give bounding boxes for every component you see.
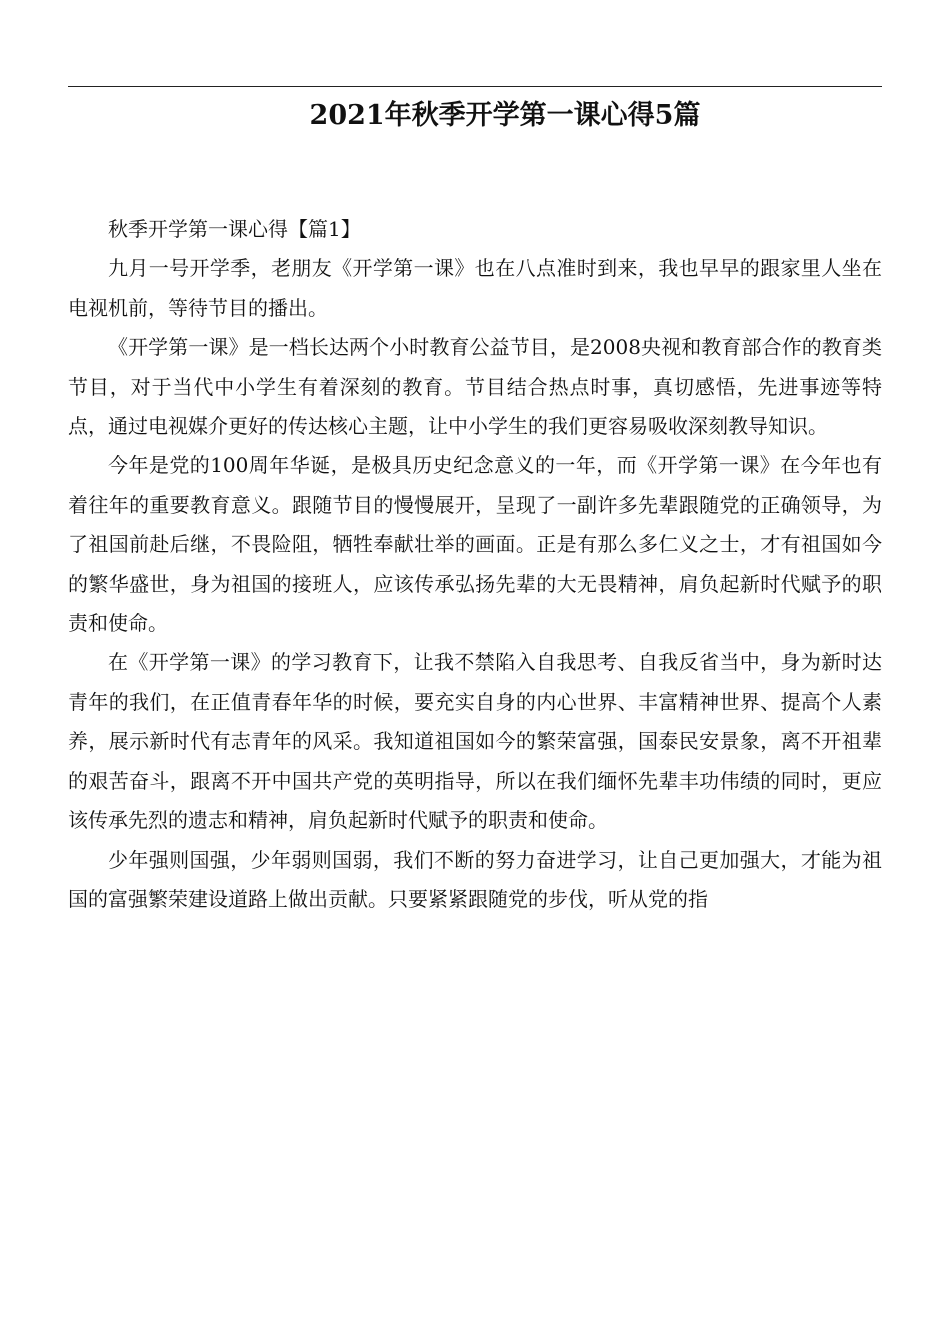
paragraph: 九月一号开学季，老朋友《开学第一课》也在八点准时到来，我也早早的跟家里人坐在电视机前，等待节目的播出。	[68, 256, 882, 320]
document-body	[68, 210, 882, 919]
section-heading: 秋季开学第一课心得【篇1】	[108, 217, 361, 241]
paragraph: 《开学第一课》是一档长达两个小时教育公益节目，是2008央视和教育部合作的教育类节目，对于当代中小学生有着深刻的教育。节目结合热点时事，真切感悟，先进事迹等特点，通过电视媒介更好的传达核心主题，让中小学生的我们更容易吸收深刻教导知识。	[68, 335, 882, 439]
paragraph: 在《开学第一课》的学习教育下，让我不禁陷入自我思考、自我反省当中，身为新时达青年的我们，在正值青春年华的时候，要充实自身的内心世界、丰富精神世界、提高个人素养，展示新时代有志青年的风采。我知道祖国如今的繁荣富强，国泰民安景象，离不开祖辈的艰苦奋斗，跟离不开中国共产党的英明指导，所以在我们缅怀先辈丰功伟绩的同时，更应该传承先烈的遗志和精神，肩负起新时代赋予的职责和使命。	[68, 650, 882, 833]
document-title: 2021年秋季开学第一课心得5篇	[309, 100, 701, 131]
header-rule	[68, 86, 882, 87]
paragraph: 少年强则国强，少年弱则国弱，我们不断的努力奋进学习，让自己更加强大，才能为祖国的富强繁荣建设道路上做出贡献。只要紧紧跟随党的步伐，听从党的指	[68, 847, 882, 911]
paragraph: 今年是党的100周年华诞，是极具历史纪念意义的一年，而《开学第一课》在今年也有着往年的重要教育意义。跟随节目的慢慢展开，呈现了一副许多先辈跟随党的正确领导，为了祖国前赴后继，不畏险阻，牺牲奉献壮举的画面。正是有那么多仁义之士，才有祖国如今的繁华盛世，身为祖国的接班人，应该传承弘扬先辈的大无畏精神，肩负起新时代赋予的职责和使命。	[68, 453, 882, 636]
